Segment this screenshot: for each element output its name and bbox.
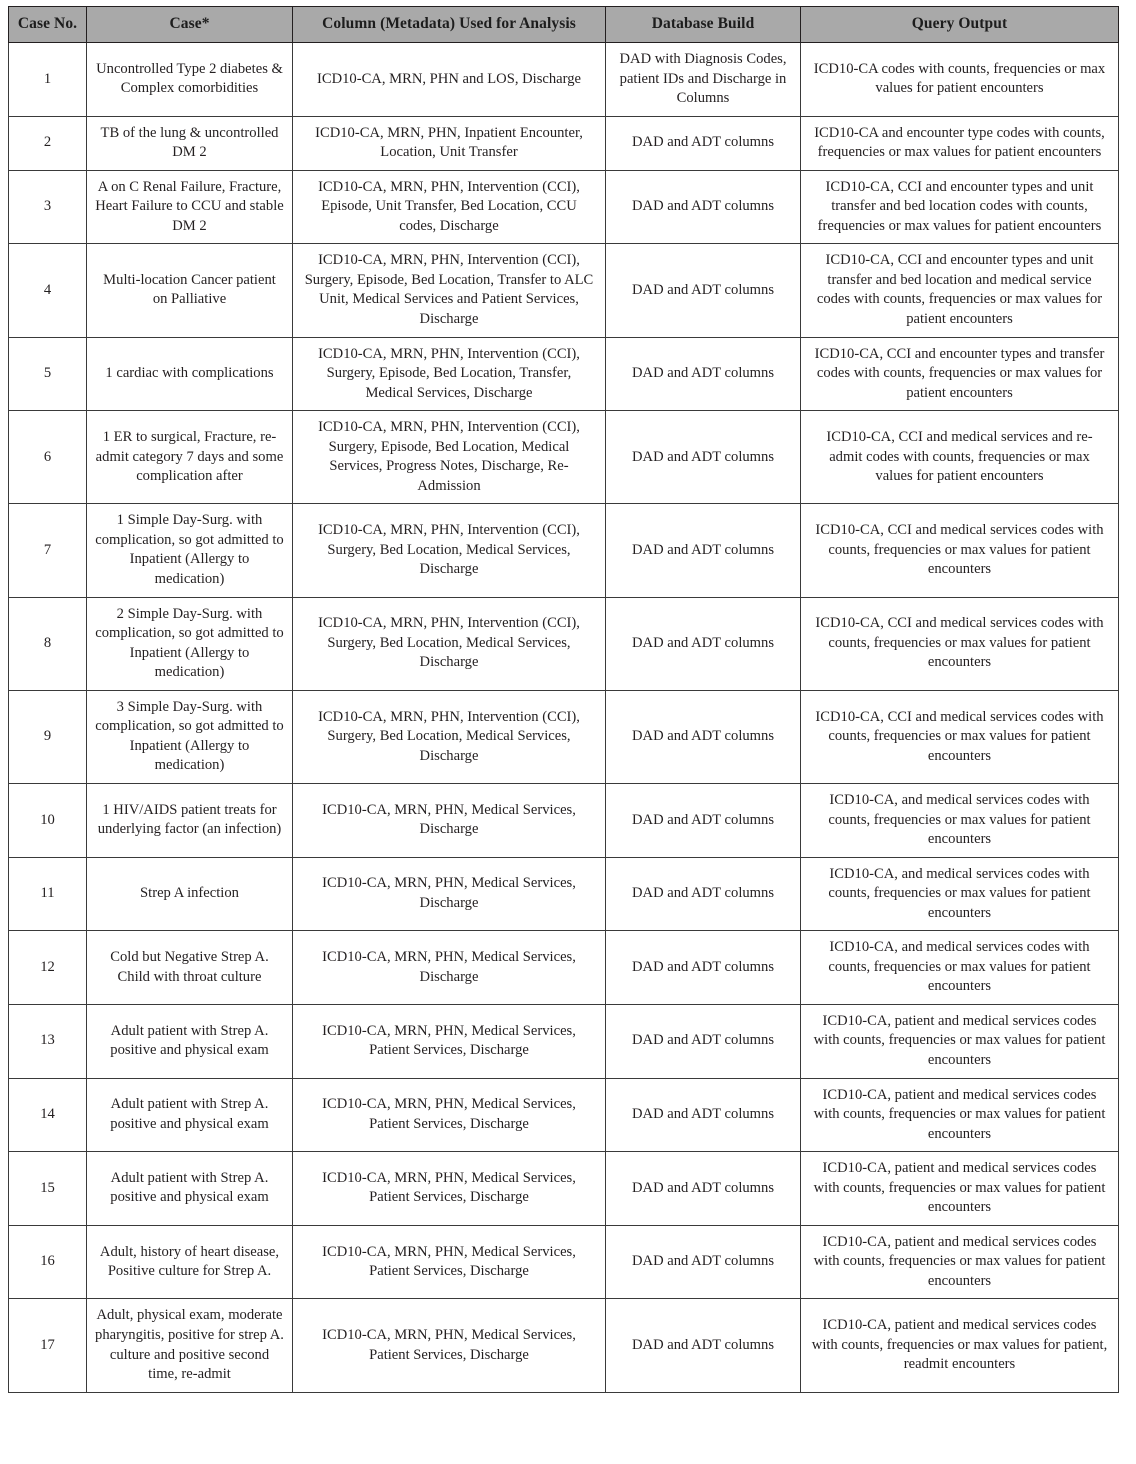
cell-query-output: ICD10-CA, CCI and encounter types and transfer codes with counts, frequencies or max values for patient encounters	[801, 337, 1119, 411]
cell-case-no: 17	[9, 1299, 87, 1392]
cell-case-no: 16	[9, 1225, 87, 1299]
table-row	[9, 857, 1119, 931]
cell-case: 2 Simple Day-Surg. with complication, so got admitted to Inpatient (Allergy to medication)	[87, 597, 293, 690]
cell-query-output: ICD10-CA, and medical services codes with counts, frequencies or max values for patient encounters	[801, 857, 1119, 931]
cell-case: Adult patient with Strep A. positive and physical exam	[87, 1152, 293, 1226]
cell-query-output: ICD10-CA, patient and medical services codes with counts, frequencies or max values for patient encounters	[801, 1078, 1119, 1152]
cell-case-no: 7	[9, 504, 87, 597]
cell-query-output: ICD10-CA codes with counts, frequencies or max values for patient encounters	[801, 43, 1119, 117]
cell-query-output: ICD10-CA, CCI and medical services and re-admit codes with counts, frequencies or max values for patient encounters	[801, 411, 1119, 504]
cell-database-build: DAD and ADT columns	[606, 931, 801, 1005]
cell-case-no: 6	[9, 411, 87, 504]
cell-case-no: 4	[9, 244, 87, 337]
cell-case-no: 3	[9, 170, 87, 244]
cell-columns-used: ICD10-CA, MRN, PHN, Medical Services, Discharge	[293, 783, 606, 857]
cell-case-no: 8	[9, 597, 87, 690]
cell-database-build: DAD and ADT columns	[606, 116, 801, 170]
cell-columns-used: ICD10-CA, MRN, PHN, Medical Services, Patient Services, Discharge	[293, 1152, 606, 1226]
cell-query-output: ICD10-CA, patient and medical services codes with counts, frequencies or max values for patient encounters	[801, 1004, 1119, 1078]
cell-case: Adult, history of heart disease, Positive culture for Strep A.	[87, 1225, 293, 1299]
cell-database-build: DAD and ADT columns	[606, 783, 801, 857]
cell-case: Cold but Negative Strep A. Child with throat culture	[87, 931, 293, 1005]
cell-case-no: 1	[9, 43, 87, 117]
cell-database-build: DAD and ADT columns	[606, 504, 801, 597]
table-row	[9, 1225, 1119, 1299]
cell-columns-used: ICD10-CA, MRN, PHN, Intervention (CCI), Surgery, Bed Location, Medical Services, Discharge	[293, 690, 606, 783]
table-row	[9, 337, 1119, 411]
cell-query-output: ICD10-CA, CCI and encounter types and unit transfer and bed location codes with counts, frequencies or max values for patient encounters	[801, 170, 1119, 244]
cell-columns-used: ICD10-CA, MRN, PHN, Intervention (CCI), Surgery, Episode, Bed Location, Transfer, Medical Services, Discharge	[293, 337, 606, 411]
cell-query-output: ICD10-CA, CCI and medical services codes with counts, frequencies or max values for patient encounters	[801, 504, 1119, 597]
cell-query-output: ICD10-CA and encounter type codes with counts, frequencies or max values for patient encounters	[801, 116, 1119, 170]
cell-case-no: 11	[9, 857, 87, 931]
cell-case: 1 HIV/AIDS patient treats for underlying factor (an infection)	[87, 783, 293, 857]
table-body	[9, 43, 1119, 1393]
cell-columns-used: ICD10-CA, MRN, PHN, Medical Services, Patient Services, Discharge	[293, 1299, 606, 1392]
cell-database-build: DAD and ADT columns	[606, 1152, 801, 1226]
column-header-case: Case*	[87, 7, 293, 43]
column-header-query-output: Query Output	[801, 7, 1119, 43]
table-row	[9, 170, 1119, 244]
cell-query-output: ICD10-CA, CCI and medical services codes with counts, frequencies or max values for patient encounters	[801, 597, 1119, 690]
cell-database-build: DAD and ADT columns	[606, 857, 801, 931]
cell-query-output: ICD10-CA, patient and medical services codes with counts, frequencies or max values for patient encounters	[801, 1225, 1119, 1299]
cell-case-no: 12	[9, 931, 87, 1005]
table-row	[9, 116, 1119, 170]
table-header-row	[9, 7, 1119, 43]
cell-case: Strep A infection	[87, 857, 293, 931]
table-row	[9, 1078, 1119, 1152]
cell-case-no: 15	[9, 1152, 87, 1226]
table-row	[9, 931, 1119, 1005]
cell-query-output: ICD10-CA, CCI and medical services codes with counts, frequencies or max values for patient encounters	[801, 690, 1119, 783]
table-row	[9, 783, 1119, 857]
cell-columns-used: ICD10-CA, MRN, PHN, Inpatient Encounter, Location, Unit Transfer	[293, 116, 606, 170]
cell-columns-used: ICD10-CA, MRN, PHN, Intervention (CCI), Episode, Unit Transfer, Bed Location, CCU codes, Discharge	[293, 170, 606, 244]
cell-query-output: ICD10-CA, patient and medical services codes with counts, frequencies or max values for patient, readmit encounters	[801, 1299, 1119, 1392]
cell-case-no: 13	[9, 1004, 87, 1078]
cell-case: 3 Simple Day-Surg. with complication, so got admitted to Inpatient (Allergy to medication)	[87, 690, 293, 783]
cell-case: Multi-location Cancer patient on Palliative	[87, 244, 293, 337]
cell-case: A on C Renal Failure, Fracture, Heart Failure to CCU and stable DM 2	[87, 170, 293, 244]
cell-database-build: DAD and ADT columns	[606, 690, 801, 783]
cell-columns-used: ICD10-CA, MRN, PHN and LOS, Discharge	[293, 43, 606, 117]
case-analysis-table	[8, 6, 1119, 1393]
cell-case: Adult patient with Strep A. positive and physical exam	[87, 1004, 293, 1078]
cell-columns-used: ICD10-CA, MRN, PHN, Intervention (CCI), Surgery, Bed Location, Medical Services, Discharge	[293, 504, 606, 597]
cell-columns-used: ICD10-CA, MRN, PHN, Intervention (CCI), Surgery, Episode, Bed Location, Transfer to ALC Unit, Medical Services and Patient Services, Discharge	[293, 244, 606, 337]
cell-query-output: ICD10-CA, and medical services codes with counts, frequencies or max values for patient encounters	[801, 783, 1119, 857]
cell-query-output: ICD10-CA, and medical services codes with counts, frequencies or max values for patient encounters	[801, 931, 1119, 1005]
table-row	[9, 1299, 1119, 1392]
cell-case: Adult patient with Strep A. positive and physical exam	[87, 1078, 293, 1152]
column-header-columns-used: Column (Metadata) Used for Analysis	[293, 7, 606, 43]
cell-columns-used: ICD10-CA, MRN, PHN, Medical Services, Patient Services, Discharge	[293, 1004, 606, 1078]
table-row	[9, 1152, 1119, 1226]
cell-columns-used: ICD10-CA, MRN, PHN, Medical Services, Discharge	[293, 857, 606, 931]
cell-database-build: DAD and ADT columns	[606, 1004, 801, 1078]
cell-columns-used: ICD10-CA, MRN, PHN, Medical Services, Patient Services, Discharge	[293, 1078, 606, 1152]
cell-database-build: DAD and ADT columns	[606, 244, 801, 337]
cell-case-no: 2	[9, 116, 87, 170]
table-row	[9, 504, 1119, 597]
cell-query-output: ICD10-CA, patient and medical services codes with counts, frequencies or max values for patient encounters	[801, 1152, 1119, 1226]
cell-database-build: DAD and ADT columns	[606, 1299, 801, 1392]
cell-case: Adult, physical exam, moderate pharyngitis, positive for strep A. culture and positive second time, re-admit	[87, 1299, 293, 1392]
cell-case: Uncontrolled Type 2 diabetes & Complex comorbidities	[87, 43, 293, 117]
cell-query-output: ICD10-CA, CCI and encounter types and unit transfer and bed location and medical service codes with counts, frequencies or max values for patient encounters	[801, 244, 1119, 337]
cell-case: TB of the lung & uncontrolled DM 2	[87, 116, 293, 170]
cell-database-build: DAD with Diagnosis Codes, patient IDs and Discharge in Columns	[606, 43, 801, 117]
table-row	[9, 1004, 1119, 1078]
column-header-case-no: Case No.	[9, 7, 87, 43]
cell-database-build: DAD and ADT columns	[606, 1225, 801, 1299]
cell-case-no: 10	[9, 783, 87, 857]
cell-case-no: 14	[9, 1078, 87, 1152]
table-row	[9, 690, 1119, 783]
cell-case: 1 ER to surgical, Fracture, re-admit category 7 days and some complication after	[87, 411, 293, 504]
cell-database-build: DAD and ADT columns	[606, 337, 801, 411]
table-header	[9, 7, 1119, 43]
cell-case: 1 cardiac with complications	[87, 337, 293, 411]
cell-columns-used: ICD10-CA, MRN, PHN, Medical Services, Patient Services, Discharge	[293, 1225, 606, 1299]
cell-columns-used: ICD10-CA, MRN, PHN, Intervention (CCI), Surgery, Episode, Bed Location, Medical Services, Progress Notes, Discharge, Re-Admission	[293, 411, 606, 504]
table-row	[9, 597, 1119, 690]
cell-columns-used: ICD10-CA, MRN, PHN, Intervention (CCI), Surgery, Bed Location, Medical Services, Discharge	[293, 597, 606, 690]
cell-database-build: DAD and ADT columns	[606, 411, 801, 504]
table-row	[9, 411, 1119, 504]
column-header-database-build: Database Build	[606, 7, 801, 43]
cell-case-no: 9	[9, 690, 87, 783]
cell-case: 1 Simple Day-Surg. with complication, so got admitted to Inpatient (Allergy to medication)	[87, 504, 293, 597]
cell-columns-used: ICD10-CA, MRN, PHN, Medical Services, Discharge	[293, 931, 606, 1005]
cell-database-build: DAD and ADT columns	[606, 170, 801, 244]
table-row	[9, 244, 1119, 337]
table-row	[9, 43, 1119, 117]
cell-database-build: DAD and ADT columns	[606, 1078, 801, 1152]
cell-database-build: DAD and ADT columns	[606, 597, 801, 690]
cell-case-no: 5	[9, 337, 87, 411]
